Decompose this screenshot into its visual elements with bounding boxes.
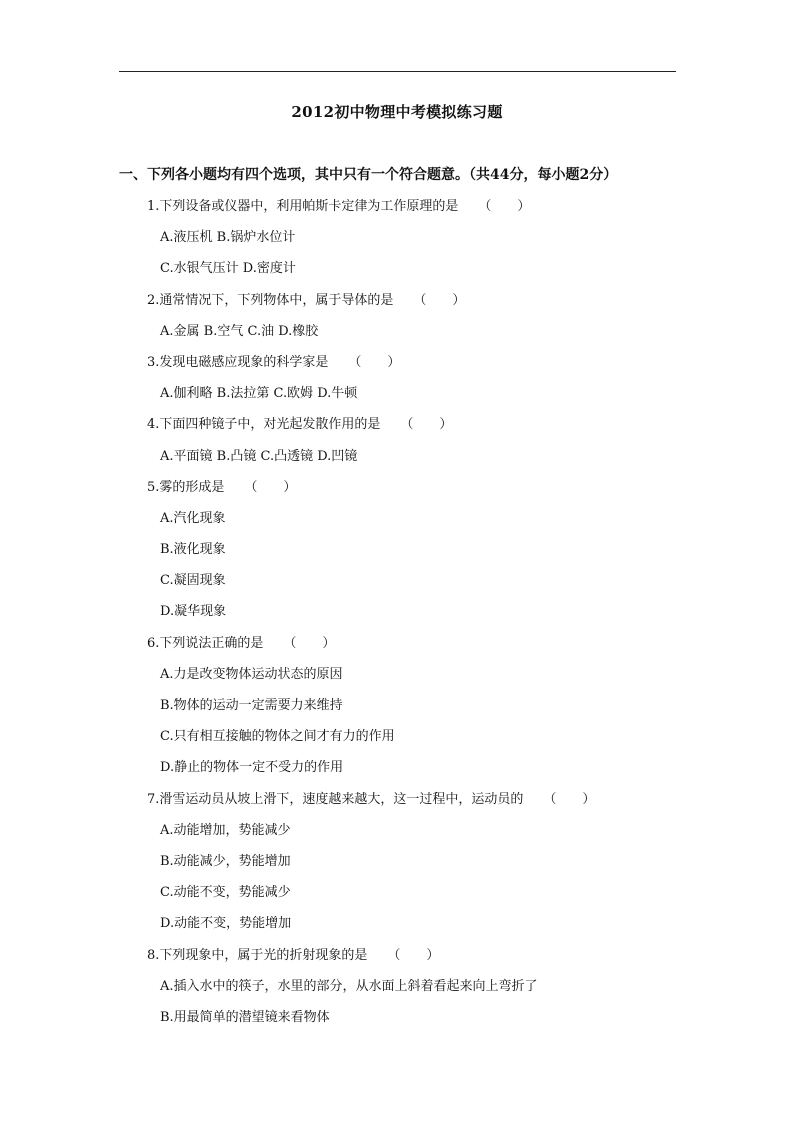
question-5	[0, 476, 794, 632]
option-line: B.物体的运动一定需要力来维持	[160, 698, 343, 713]
option-line: D.凝华现象	[160, 604, 227, 620]
question-1	[0, 195, 794, 289]
answer-blank: （ ）	[387, 947, 440, 963]
option-line: D.动能不变，势能增加	[160, 916, 292, 932]
question-3	[0, 351, 794, 413]
option-line: C.只有相互接触的物体之间才有力的作用	[160, 729, 395, 745]
question-stem	[0, 632, 794, 663]
question-text: 发现电磁感应现象的科学家是	[159, 354, 329, 370]
page-title: 2012初中物理中考模拟练习题	[291, 103, 503, 121]
question-number: 4.	[147, 417, 160, 433]
answer-blank: （ ）	[543, 791, 596, 807]
header-rule	[119, 71, 676, 72]
option-line: D.静止的物体一定不受力的作用	[160, 760, 344, 776]
question-number: 6.	[147, 635, 160, 651]
question-text: 通常情况下，下列物体中，属于导体的是	[159, 292, 394, 308]
question-stem	[0, 476, 794, 507]
question-text: 下列说法正确的是	[159, 635, 264, 651]
question-6	[0, 632, 794, 788]
question-stem	[0, 289, 794, 320]
question-4	[0, 413, 794, 475]
answer-blank: （ ）	[283, 635, 336, 651]
answer-blank: （ ）	[244, 479, 297, 495]
answer-blank: （ ）	[348, 354, 401, 370]
option-line: A.金属 B.空气 C.油 D.橡胶	[160, 323, 319, 339]
question-number: 5.	[147, 479, 160, 495]
answer-blank: （ ）	[413, 292, 466, 308]
question-stem	[0, 413, 794, 444]
option-line: A.伽利略 B.法拉第 C.欧姆 D.牛顿	[160, 386, 358, 402]
option-line: A.插入水中的筷子，水里的部分，从水面上斜着看起来向上弯折了	[160, 978, 538, 994]
question-stem	[0, 195, 794, 226]
answer-blank: （ ）	[478, 199, 531, 214]
option-line: A.液压机 B.锅炉水位计	[160, 230, 296, 246]
question-2	[0, 289, 794, 351]
question-number: 2.	[147, 292, 160, 308]
question-stem	[0, 351, 794, 382]
option-line: A.汽化现象	[160, 510, 226, 526]
option-line: B.液化现象	[160, 542, 226, 558]
question-list	[0, 195, 794, 1037]
question-8	[0, 944, 794, 1038]
question-number: 1.	[147, 199, 160, 214]
option-line: C.动能不变，势能减少	[160, 885, 291, 901]
question-text: 下列设备或仪器中，利用帕斯卡定律为工作原理的是	[159, 199, 459, 214]
option-line: B.用最简单的潜望镜来看物体	[160, 1009, 330, 1025]
option-line: C.水银气压计 D.密度计	[160, 261, 296, 277]
option-line: C.凝固现象	[160, 573, 226, 589]
question-number: 3.	[147, 354, 160, 370]
question-text: 下列现象中，属于光的折射现象的是	[159, 947, 368, 963]
question-text: 滑雪运动员从坡上滑下，速度越来越大，这一过程中，运动员的	[159, 791, 524, 807]
section-heading: 一、下列各小题均有四个选项，其中只有一个符合题意。（共44分，每小题2分）	[119, 167, 618, 183]
option-line: A.平面镜 B.凸镜 C.凸透镜 D.凹镜	[160, 448, 358, 464]
question-text: 雾的形成是	[159, 479, 225, 495]
option-line: A.动能增加，势能减少	[160, 822, 291, 838]
answer-blank: （ ）	[400, 417, 453, 433]
question-7	[0, 788, 794, 944]
option-line: B.动能减少，势能增加	[160, 853, 291, 869]
option-line: A.力是改变物体运动状态的原因	[160, 666, 343, 682]
question-number: 8.	[147, 947, 160, 963]
question-stem	[0, 944, 794, 975]
question-stem	[0, 788, 794, 819]
question-text: 下面四种镜子中，对光起发散作用的是	[159, 417, 381, 433]
question-number: 7.	[147, 791, 160, 807]
